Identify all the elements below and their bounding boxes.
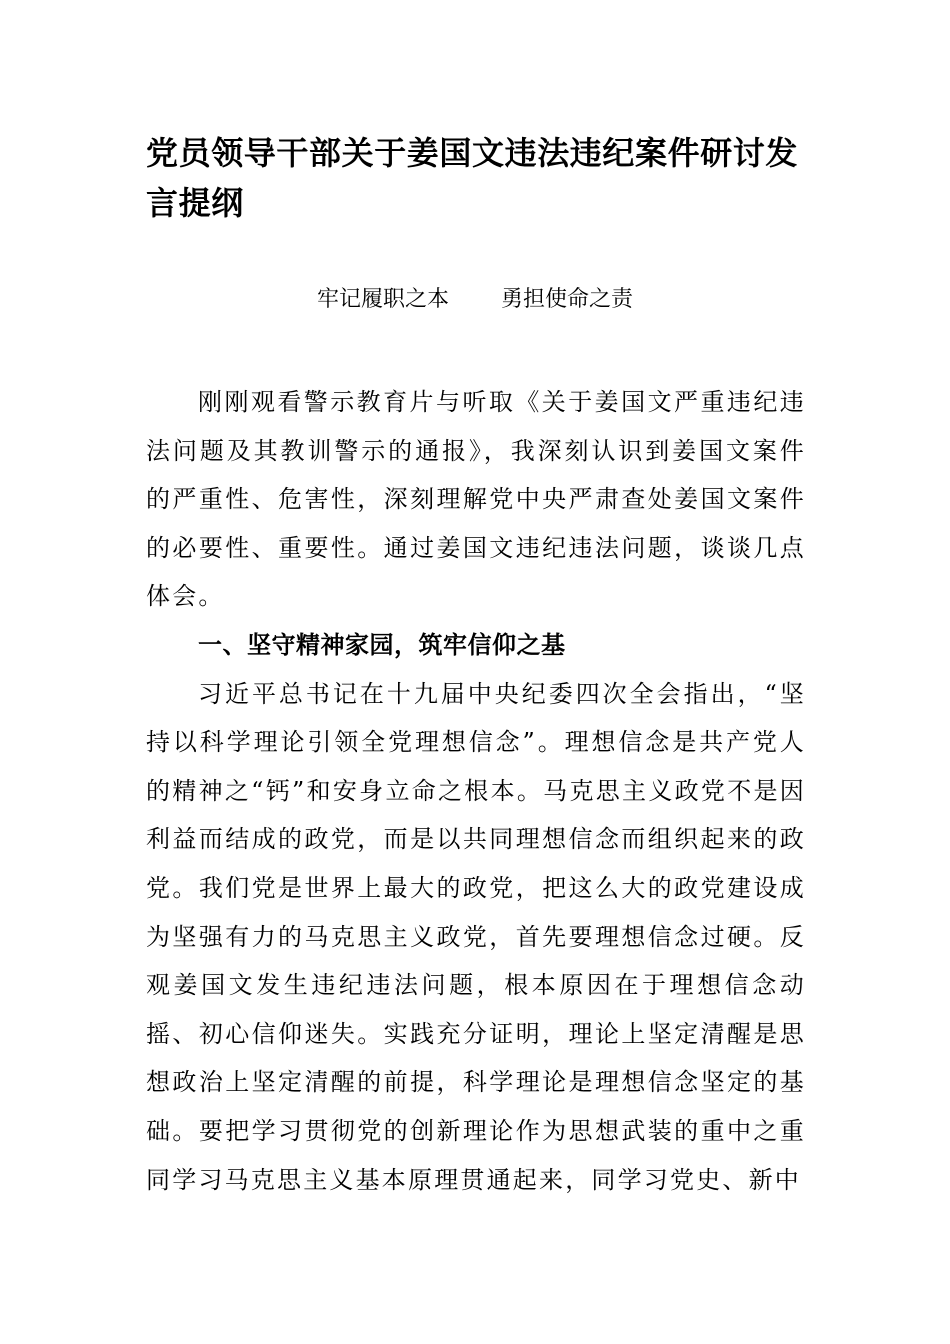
section-heading-1: 一、坚守精神家园，筑牢信仰之基 bbox=[198, 630, 566, 659]
document-body bbox=[146, 378, 806, 1204]
document-title: 党员领导干部关于姜国文违法违纪案件研讨发言提纲 bbox=[146, 134, 799, 222]
document-subtitle bbox=[0, 282, 950, 318]
subtitle-right: 勇担使命之责 bbox=[501, 287, 634, 312]
subtitle-left: 牢记履职之本 bbox=[316, 287, 449, 312]
intro-paragraph: 刚刚观看警示教育片与听取《关于姜国文严重违纪违法问题及其教训警示的通报》，我深刻认识到姜国文案件的严重性、危害性，深刻理解党中央严肃查处姜国文案件的必要性、重要性。通过姜国文违纪违法问题，谈谈几点体会。 bbox=[146, 388, 806, 611]
section-1-paragraph: 习近平总书记在十九届中央纪委四次全会指出，“坚持以科学理论引领全党理想信念”。理想信念是共产党人的精神之“钙”和安身立命之根本。马克思主义政党不是因利益而结成的政党，而是以共同理想信念而组织起来的政党。我们党是世界上最大的政党，把这么大的政党建设成为坚强有力的马克思主义政党，首先要理想信念过硬。反观姜国文发生违纪违法问题，根本原因在于理想信念动摇、初心信仰迷失。实践充分证明，理论上坚定清醒是思想政治上坚定清醒的前提，科学理论是理想信念坚定的基础。要把学习贯彻党的创新理论作为思想武装的重中之重同学习马克思主义基本原理贯通起来，同学习党史、新中 bbox=[146, 679, 806, 1194]
